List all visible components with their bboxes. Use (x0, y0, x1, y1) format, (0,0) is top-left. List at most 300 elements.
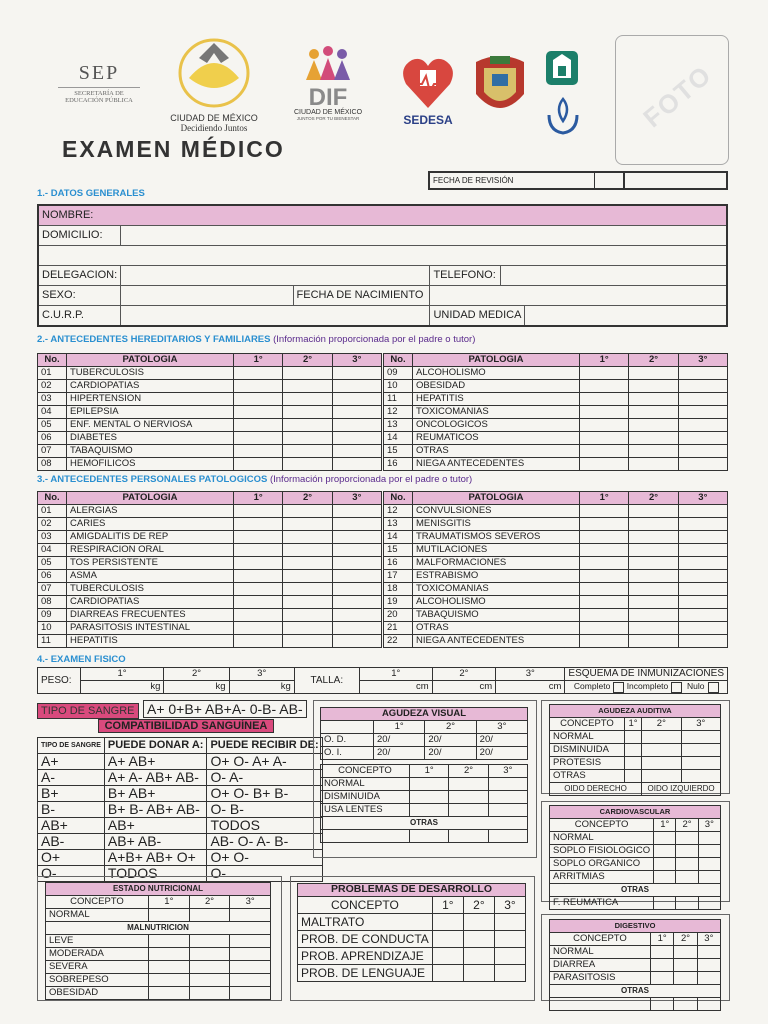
row-check-cell[interactable] (283, 505, 332, 518)
sep-line2: EDUCACIÓN PÚBLICA (65, 97, 133, 104)
concept-check-cell[interactable] (449, 791, 488, 804)
row-check-cell[interactable] (234, 557, 283, 570)
concept-check-cell[interactable] (654, 897, 676, 910)
concept-row (321, 830, 528, 843)
talla-2-field[interactable]: cm (432, 681, 496, 694)
row-pathology: CONVULSIONES (413, 505, 580, 518)
hereditary-right-head-2: 1° (580, 354, 629, 367)
concept-check-cell[interactable] (651, 946, 674, 959)
unidad-field[interactable] (525, 306, 727, 327)
compat-title: COMPATIBILIDAD SANGUÍNEA (98, 719, 274, 733)
row-check-cell[interactable] (332, 505, 381, 518)
blood-row (38, 850, 323, 866)
row-check-cell[interactable] (678, 557, 727, 570)
concept-check-cell[interactable] (230, 974, 271, 987)
row-check-cell[interactable] (234, 622, 283, 635)
row-check-cell[interactable] (234, 596, 283, 609)
row-check-cell[interactable] (234, 367, 283, 380)
row-check-cell[interactable] (629, 380, 678, 393)
blood-cell: O- (207, 866, 322, 882)
concept-check-cell[interactable] (189, 974, 230, 987)
row-check-cell[interactable] (283, 458, 332, 471)
photo-box[interactable] (615, 35, 729, 165)
concept-check-cell[interactable] (230, 948, 271, 961)
visual-oi-1[interactable]: 20/ (374, 747, 425, 760)
concept-row (550, 871, 721, 884)
concept-check-cell[interactable] (642, 744, 681, 757)
concept-label: SOBREPESO (46, 974, 149, 987)
concept-check-cell[interactable] (230, 935, 271, 948)
concept-check-cell[interactable] (449, 778, 488, 791)
row-check-cell[interactable] (283, 609, 332, 622)
row-check-cell[interactable] (234, 570, 283, 583)
row-check-cell[interactable] (580, 393, 629, 406)
row-check-cell[interactable] (678, 596, 727, 609)
concept-check-cell[interactable] (189, 948, 230, 961)
blood-row (38, 818, 323, 834)
row-check-cell[interactable] (332, 406, 381, 419)
row-check-cell[interactable] (283, 367, 332, 380)
row-pathology: PARASITOSIS INTESTINAL (67, 622, 234, 635)
concept-check-cell[interactable] (494, 948, 525, 965)
delegacion-field[interactable] (121, 266, 430, 286)
blood-cell: A+ (38, 754, 105, 770)
concept-check-cell[interactable] (674, 959, 697, 972)
row-check-cell[interactable] (678, 570, 727, 583)
concept-label: NORMAL (550, 731, 625, 744)
visual-od-3[interactable]: 20/ (476, 734, 527, 747)
section-label: OTRAS (550, 884, 721, 897)
row-check-cell[interactable] (580, 531, 629, 544)
row-check-cell[interactable] (283, 635, 332, 648)
row-check-cell[interactable] (580, 505, 629, 518)
row-pathology: AMIGDALITIS DE REP (67, 531, 234, 544)
concept-label: DIARREA (550, 959, 651, 972)
row-check-cell[interactable] (283, 544, 332, 557)
row-check-cell[interactable] (678, 393, 727, 406)
row-number: 04 (38, 544, 67, 557)
concept-check-cell[interactable] (654, 858, 676, 871)
concept-check-cell[interactable] (676, 871, 698, 884)
nulo-label: Nulo (687, 681, 705, 692)
row-check-cell[interactable] (678, 458, 727, 471)
row-check-cell[interactable] (580, 432, 629, 445)
row-pathology: TABAQUISMO (67, 445, 234, 458)
concept-check-cell[interactable] (654, 845, 676, 858)
row-check-cell[interactable] (283, 583, 332, 596)
row-check-cell[interactable] (234, 531, 283, 544)
row-check-cell[interactable] (332, 635, 381, 648)
row-check-cell[interactable] (283, 445, 332, 458)
row-check-cell[interactable] (234, 419, 283, 432)
concept-label: PROB. DE CONDUCTA (298, 931, 433, 948)
talla-3-field[interactable]: cm (496, 681, 565, 694)
personal-left-head-0: No. (38, 492, 67, 505)
row-number: 22 (384, 635, 413, 648)
concept-check-cell[interactable] (642, 770, 681, 783)
blank-cell[interactable] (550, 998, 651, 1011)
table-row (38, 445, 382, 458)
table-row (384, 609, 728, 622)
concept-label: OBESIDAD (46, 987, 149, 1000)
row-check-cell[interactable] (678, 635, 727, 648)
row-check-cell[interactable] (678, 380, 727, 393)
table-row (38, 596, 382, 609)
concept-check-cell[interactable] (674, 946, 697, 959)
row-number: 07 (38, 445, 67, 458)
concept-check-cell[interactable] (698, 858, 720, 871)
concept-check-cell[interactable] (676, 897, 698, 910)
cardio-concepto: CONCEPTO (550, 819, 654, 832)
row-check-cell[interactable] (283, 622, 332, 635)
dif-tag: JUNTOS POR TU BIENESTAR (296, 116, 360, 121)
concept-check-cell[interactable] (681, 731, 720, 744)
row-check-cell[interactable] (580, 445, 629, 458)
concept-check-cell[interactable] (676, 832, 698, 845)
concept-check-cell[interactable] (410, 791, 449, 804)
concept-check-cell[interactable] (449, 804, 488, 817)
concept-check-cell[interactable] (625, 770, 642, 783)
visual-oi-2[interactable]: 20/ (425, 747, 476, 760)
row-check-cell[interactable] (629, 609, 678, 622)
concept-check-cell[interactable] (676, 845, 698, 858)
auditiva-ord-3: 3° (681, 718, 720, 731)
row-check-cell[interactable] (629, 596, 678, 609)
row-check-cell[interactable] (283, 596, 332, 609)
concept-check-cell[interactable] (189, 935, 230, 948)
visual-od-1[interactable]: 20/ (374, 734, 425, 747)
concept-check-cell[interactable] (494, 965, 525, 982)
talla-1-field[interactable]: cm (359, 681, 432, 694)
concept-check-cell[interactable] (149, 987, 190, 1000)
blood-type-options[interactable]: A+ 0+B+ AB+A- 0-B- AB- (143, 700, 307, 718)
concept-check-cell[interactable] (189, 987, 230, 1000)
blood-cell: O+ (38, 850, 105, 866)
row-number: 03 (38, 531, 67, 544)
blood-cell: B+ (38, 786, 105, 802)
row-check-cell[interactable] (580, 518, 629, 531)
completo-label: Completo (573, 681, 611, 692)
concept-check-cell[interactable] (697, 972, 720, 985)
row-check-cell[interactable] (332, 570, 381, 583)
row-number: 05 (38, 419, 67, 432)
concept-check-cell[interactable] (432, 965, 463, 982)
row-check-cell[interactable] (283, 518, 332, 531)
blank-cell[interactable] (488, 830, 527, 843)
row-number: 02 (38, 518, 67, 531)
concept-check-cell[interactable] (698, 871, 720, 884)
concept-check-cell[interactable] (488, 778, 527, 791)
row-check-cell[interactable] (283, 531, 332, 544)
blank-cell[interactable] (674, 998, 697, 1011)
row-check-cell[interactable] (580, 406, 629, 419)
concept-check-cell[interactable] (494, 931, 525, 948)
concept-check-cell[interactable] (463, 948, 494, 965)
row-check-cell[interactable] (234, 380, 283, 393)
table-row (384, 393, 728, 406)
concept-check-cell[interactable] (230, 987, 271, 1000)
concept-check-cell[interactable] (681, 744, 720, 757)
concept-check-cell[interactable] (149, 961, 190, 974)
row-check-cell[interactable] (234, 393, 283, 406)
row-check-cell[interactable] (678, 609, 727, 622)
row-check-cell[interactable] (629, 583, 678, 596)
blood-head-type: TIPO DE SANGRE (38, 738, 105, 754)
row-check-cell[interactable] (283, 419, 332, 432)
row-check-cell[interactable] (629, 622, 678, 635)
nutri-normal-1[interactable] (149, 909, 190, 922)
row-check-cell[interactable] (629, 445, 678, 458)
personal-right-head-0: No. (384, 492, 413, 505)
row-check-cell[interactable] (332, 609, 381, 622)
blood-head-donate: PUEDE DONAR A: (104, 738, 207, 754)
row-check-cell[interactable] (234, 544, 283, 557)
visual-table (320, 707, 528, 760)
peso-ord-1: 1° (80, 668, 164, 681)
row-check-cell[interactable] (678, 531, 727, 544)
incompleto-checkbox[interactable] (671, 682, 682, 693)
concept-check-cell[interactable] (654, 832, 676, 845)
concept-check-cell[interactable] (488, 791, 527, 804)
row-check-cell[interactable] (629, 406, 678, 419)
concept-check-cell[interactable] (625, 731, 642, 744)
concept-check-cell[interactable] (463, 914, 494, 931)
concept-row (321, 804, 528, 817)
row-check-cell[interactable] (580, 380, 629, 393)
row-check-cell[interactable] (580, 557, 629, 570)
completo-checkbox[interactable] (613, 682, 624, 693)
row-check-cell[interactable] (678, 518, 727, 531)
row-check-cell[interactable] (629, 458, 678, 471)
blank-cell[interactable] (651, 998, 674, 1011)
concept-check-cell[interactable] (432, 948, 463, 965)
row-check-cell[interactable] (580, 635, 629, 648)
concept-check-cell[interactable] (463, 965, 494, 982)
row-check-cell[interactable] (332, 596, 381, 609)
desarrollo-title: PROBLEMAS DE DESARROLLO (298, 884, 526, 897)
row-check-cell[interactable] (629, 570, 678, 583)
concept-check-cell[interactable] (651, 972, 674, 985)
nutri-normal-2[interactable] (189, 909, 230, 922)
concept-row (298, 914, 526, 931)
concept-label: F. REUMATICA (550, 897, 654, 910)
hereditary-right-table (383, 353, 728, 471)
concept-check-cell[interactable] (230, 961, 271, 974)
sexo-field[interactable] (121, 286, 293, 306)
row-check-cell[interactable] (332, 544, 381, 557)
nulo-checkbox[interactable] (708, 682, 719, 693)
row-check-cell[interactable] (332, 419, 381, 432)
concept-check-cell[interactable] (654, 871, 676, 884)
oido-derecho[interactable]: OIDO DERECHO (550, 783, 642, 796)
concept-check-cell[interactable] (681, 770, 720, 783)
row-number: 20 (384, 609, 413, 622)
row-check-cell[interactable] (234, 406, 283, 419)
visual-od-2[interactable]: 20/ (425, 734, 476, 747)
table-row (38, 609, 382, 622)
row-check-cell[interactable] (283, 406, 332, 419)
row-check-cell[interactable] (234, 458, 283, 471)
row-check-cell[interactable] (332, 622, 381, 635)
row-number: 11 (38, 635, 67, 648)
row-check-cell[interactable] (580, 622, 629, 635)
auditiva-concepto: CONCEPTO (550, 718, 625, 731)
concept-row (298, 948, 526, 965)
row-check-cell[interactable] (283, 432, 332, 445)
concept-check-cell[interactable] (149, 948, 190, 961)
blank-cell[interactable] (449, 830, 488, 843)
row-check-cell[interactable] (234, 445, 283, 458)
concept-check-cell[interactable] (494, 914, 525, 931)
row-check-cell[interactable] (283, 393, 332, 406)
row-check-cell[interactable] (629, 557, 678, 570)
blank-cell[interactable] (697, 998, 720, 1011)
blood-cell: O+ O- (207, 850, 322, 866)
concept-check-cell[interactable] (410, 804, 449, 817)
row-check-cell[interactable] (629, 635, 678, 648)
row-check-cell[interactable] (580, 570, 629, 583)
revision-date-field[interactable] (595, 172, 625, 189)
concept-check-cell[interactable] (432, 914, 463, 931)
row-number: 15 (384, 445, 413, 458)
concept-check-cell[interactable] (625, 757, 642, 770)
concept-row (550, 998, 721, 1011)
row-check-cell[interactable] (580, 609, 629, 622)
concept-label: SOPLO FISIOLOGICO (550, 845, 654, 858)
imss-hands-icon (545, 95, 581, 135)
concept-check-cell[interactable] (432, 931, 463, 948)
concept-check-cell[interactable] (149, 935, 190, 948)
row-check-cell[interactable] (629, 393, 678, 406)
row-check-cell[interactable] (678, 445, 727, 458)
concept-check-cell[interactable] (674, 972, 697, 985)
telefono-field[interactable] (501, 266, 727, 286)
row-check-cell[interactable] (678, 622, 727, 635)
concept-check-cell[interactable] (697, 959, 720, 972)
concept-row (550, 832, 721, 845)
row-check-cell[interactable] (332, 445, 381, 458)
row-check-cell[interactable] (332, 458, 381, 471)
concept-check-cell[interactable] (463, 931, 494, 948)
row-check-cell[interactable] (678, 406, 727, 419)
row-check-cell[interactable] (332, 432, 381, 445)
row-check-cell[interactable] (678, 544, 727, 557)
row-check-cell[interactable] (629, 505, 678, 518)
cardio-ord-1: 1° (654, 819, 676, 832)
curp-field[interactable] (121, 306, 430, 327)
table-row (38, 406, 382, 419)
row-number: 06 (38, 432, 67, 445)
row-check-cell[interactable] (332, 583, 381, 596)
row-check-cell[interactable] (332, 393, 381, 406)
concept-check-cell[interactable] (410, 778, 449, 791)
row-check-cell[interactable] (580, 419, 629, 432)
row-check-cell[interactable] (332, 518, 381, 531)
concept-check-cell[interactable] (149, 974, 190, 987)
row-check-cell[interactable] (629, 419, 678, 432)
row-check-cell[interactable] (580, 367, 629, 380)
row-check-cell[interactable] (332, 367, 381, 380)
peso-2-field[interactable]: kg (164, 681, 229, 694)
concept-check-cell[interactable] (698, 832, 720, 845)
row-check-cell[interactable] (283, 570, 332, 583)
row-check-cell[interactable] (678, 583, 727, 596)
concept-check-cell[interactable] (676, 858, 698, 871)
row-check-cell[interactable] (234, 518, 283, 531)
concept-check-cell[interactable] (681, 757, 720, 770)
table-row (38, 635, 382, 648)
row-check-cell[interactable] (234, 609, 283, 622)
concept-check-cell[interactable] (625, 744, 642, 757)
concept-check-cell[interactable] (488, 804, 527, 817)
domicilio-field-2[interactable] (38, 246, 727, 266)
personal-left-head-1: PATOLOGIA (67, 492, 234, 505)
row-check-cell[interactable] (629, 544, 678, 557)
row-check-cell[interactable] (332, 557, 381, 570)
talla-ord-1: 1° (359, 668, 432, 681)
nutri-normal-3[interactable] (230, 909, 271, 922)
concept-check-cell[interactable] (642, 731, 681, 744)
concept-row (321, 817, 528, 830)
row-check-cell[interactable] (580, 544, 629, 557)
row-check-cell[interactable] (332, 531, 381, 544)
row-check-cell[interactable] (678, 505, 727, 518)
visual-oi-3[interactable]: 20/ (476, 747, 527, 760)
nacimiento-field[interactable] (430, 286, 727, 306)
row-check-cell[interactable] (678, 419, 727, 432)
concept-row (298, 965, 526, 982)
concept-check-cell[interactable] (698, 845, 720, 858)
row-check-cell[interactable] (283, 380, 332, 393)
row-check-cell[interactable] (629, 432, 678, 445)
row-check-cell[interactable] (678, 432, 727, 445)
nutri-ord-1: 1° (149, 896, 190, 909)
peso-3-field[interactable]: kg (229, 681, 294, 694)
peso-1-field[interactable]: kg (80, 681, 164, 694)
hereditary-right-head-0: No. (384, 354, 413, 367)
row-check-cell[interactable] (580, 596, 629, 609)
row-check-cell[interactable] (234, 635, 283, 648)
concept-check-cell[interactable] (651, 959, 674, 972)
row-check-cell[interactable] (332, 380, 381, 393)
row-check-cell[interactable] (234, 432, 283, 445)
blank-cell[interactable] (410, 830, 449, 843)
concept-check-cell[interactable] (697, 946, 720, 959)
unidad-label: UNIDAD MEDICA (430, 306, 525, 327)
revision-date-field-2[interactable] (624, 172, 727, 189)
row-check-cell[interactable] (629, 531, 678, 544)
row-pathology: TUBERCULOSIS (67, 367, 234, 380)
row-check-cell[interactable] (580, 583, 629, 596)
domicilio-field[interactable] (121, 226, 727, 246)
concept-check-cell[interactable] (189, 961, 230, 974)
blank-cell[interactable] (321, 830, 410, 843)
row-check-cell[interactable] (234, 583, 283, 596)
row-check-cell[interactable] (283, 557, 332, 570)
row-pathology: CARDIOPATIAS (67, 596, 234, 609)
row-check-cell[interactable] (629, 367, 678, 380)
concept-check-cell[interactable] (642, 757, 681, 770)
concept-check-cell[interactable] (698, 897, 720, 910)
row-check-cell[interactable] (629, 518, 678, 531)
row-check-cell[interactable] (234, 505, 283, 518)
concept-label: NORMAL (550, 832, 654, 845)
row-number: 21 (384, 622, 413, 635)
oido-izquierdo[interactable]: OIDO IZQUIERDO (642, 783, 721, 796)
row-check-cell[interactable] (678, 367, 727, 380)
row-check-cell[interactable] (580, 458, 629, 471)
nombre-field[interactable]: NOMBRE: (38, 205, 727, 226)
